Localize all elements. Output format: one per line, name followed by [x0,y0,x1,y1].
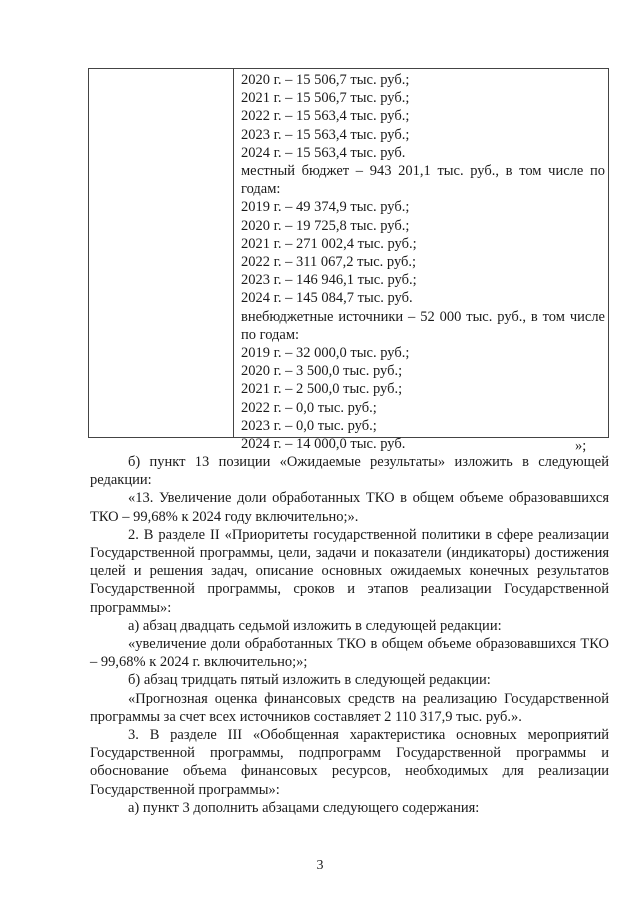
cell-line: 2020 г. – 19 725,8 тыс. руб.; [241,217,410,234]
cell-line: 2024 г. – 145 084,7 тыс. руб. [241,290,413,307]
paragraph: а) абзац двадцать седьмой изложить в следующей редакции: [128,617,502,634]
cell-line: местный бюджет – 943 201,1 тыс. руб., в том числе по [241,163,605,180]
cell-line: 2022 г. – 311 067,2 тыс. руб.; [241,254,417,271]
cell-line: по годам: [241,326,300,343]
cell-line: внебюджетные источники – 52 000 тыс. руб., в том числе [241,308,605,325]
funding-table [88,68,609,453]
cell-line: 2020 г. – 3 500,0 тыс. руб.; [241,363,403,380]
paragraph: а) пункт 3 дополнить абзацами следующего содержания: [128,799,480,816]
cell-line: 2024 г. – 14 000,0 тыс. руб. [241,436,406,453]
page-number: 3 [316,858,324,873]
paragraph: б) абзац тридцать пятый изложить в следующей редакции: [128,672,491,689]
paragraph: б) пункт 13 позиции «Ожидаемые результаты» изложить в следующей редакции: [90,454,609,489]
cell-line: 2021 г. – 2 500,0 тыс. руб.; [241,381,403,398]
paragraph: «увеличение доли обработанных ТКО в общем объеме образовавшихся ТКО – 99,68% к 2024 г. включительно;»; [90,636,609,671]
paragraph: «Прогнозная оценка финансовых средств на реализацию Государственной программы за счет всех источников составляет 2 110 317,9 тыс. руб.». [90,690,609,725]
cell-line: 2023 г. – 0,0 тыс. руб.; [241,417,377,434]
cell-line: 2019 г. – 32 000,0 тыс. руб.; [241,345,410,362]
cell-line: 2022 г. – 15 563,4 тыс. руб.; [241,108,410,125]
paragraph: 2. В разделе II «Приоритеты государственной политики в сфере реализации Государственной программы, цели, задачи и показатели (индикаторы) достижения целей и решения задач, описание основных ожидаемых конечных результатов Государственной программы, сроков и этапов реализации Государственной программы»: [90,526,609,616]
cell-line: 2020 г. – 15 506,7 тыс. руб.; [241,72,410,88]
closing-quote-mark: »; [575,438,587,454]
cell-line: 2019 г. – 49 374,9 тыс. руб.; [241,199,410,216]
paragraph: «13. Увеличение доли обработанных ТКО в общем объеме образовавшихся ТКО – 99,68% к 2024 году включительно;». [90,490,609,525]
cell-line: 2021 г. – 15 506,7 тыс. руб.; [241,90,410,107]
cell-line: 2024 г. – 15 563,4 тыс. руб. [241,144,406,161]
paragraph: 3. В разделе III «Обобщенная характеристика основных мероприятий Государственной программы, подпрограмм Государственной программы и обоснование объема финансовых ресурсов, необходимых для реализации Государственной программы»: [90,727,609,798]
cell-line: 2023 г. – 146 946,1 тыс. руб.; [241,272,417,289]
document-body [90,453,609,817]
cell-line: годам: [241,181,281,198]
funding-cell [241,71,605,453]
cell-line: 2023 г. – 15 563,4 тыс. руб.; [241,126,410,143]
cell-line: 2022 г. – 0,0 тыс. руб.; [241,399,377,416]
cell-line: 2021 г. – 271 002,4 тыс. руб.; [241,235,417,252]
column-divider [233,69,234,437]
